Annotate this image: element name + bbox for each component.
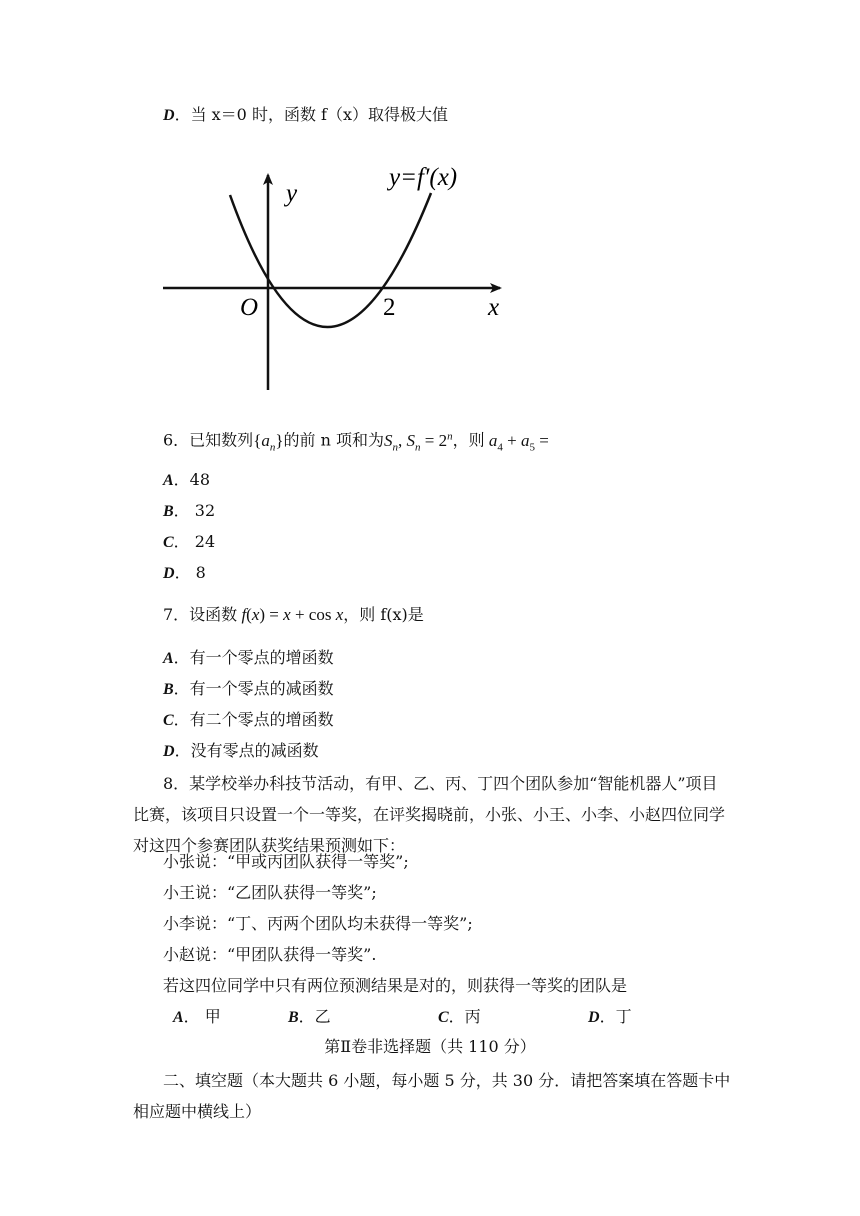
q8-statement-4: 小赵说：“甲团队获得一等奖”. xyxy=(163,945,377,964)
q6-option-c: C． 24 xyxy=(163,532,216,551)
root-label: 2 xyxy=(383,294,396,321)
q8-statement-2: 小王说：“乙团队获得一等奖”; xyxy=(163,883,377,902)
q8-option-c: C．丙 xyxy=(438,1007,481,1026)
q6-option-a: A．48 xyxy=(163,470,211,489)
q5-option-d xyxy=(163,105,448,126)
q7-option-d: D．没有零点的减函数 xyxy=(163,741,319,760)
x-axis-label: x xyxy=(488,294,500,321)
q6-stem: 6．已知数列$\{a_n\}$的前 n 项和为$S_n$, $S_n = 2^n$，则 $a_4 + a_5$ = xyxy=(163,430,549,454)
q7-option-c: C．有二个零点的增函数 xyxy=(163,710,334,729)
derivative-curve xyxy=(230,193,431,327)
q6-option-d: D． 8 xyxy=(163,563,206,582)
y-axis-label: y xyxy=(286,180,298,207)
part2-title: 第Ⅱ卷非选择题（共 110 分） xyxy=(324,1037,536,1056)
q7-stem: 7．设函数 f(x) = x + cos x，则 f(x)是 xyxy=(163,605,424,624)
q8-option-b: B．乙 xyxy=(288,1007,331,1026)
option-letter: D xyxy=(163,107,175,124)
derivative-graph xyxy=(155,155,515,400)
q6-option-b: B． 32 xyxy=(163,501,216,520)
q8-statement-1: 小张说：“甲或丙团队获得一等奖”; xyxy=(163,852,409,871)
origin-label: O xyxy=(240,294,259,321)
part2-section-heading: 二、填空题（本大题共 6 小题，每小题 5 分，共 30 分．请把答案填在答题卡中相应题中横线上） xyxy=(133,1071,731,1121)
q7-option-b: B．有一个零点的减函数 xyxy=(163,679,334,698)
q8-stem: 8．某学校举办科技节活动，有甲、乙、丙、丁四个团队参加“智能机器人”项目比赛，该项目只设置一个一等奖，在评奖揭晓前，小张、小王、小李、小赵四位同学对这四个参赛团队获奖结果预测如下： xyxy=(133,774,726,855)
q7-option-a: A．有一个零点的增函数 xyxy=(163,648,334,667)
q8-option-d: D．丁 xyxy=(588,1007,632,1026)
q8-option-a: A． 甲 xyxy=(173,1007,221,1026)
curve-label: y=f′(x) xyxy=(389,164,458,191)
q8-statement-3: 小李说：“丁、丙两个团队均未获得一等奖”; xyxy=(163,914,473,933)
option-text: ．当 x＝0 时，函数 f（x）取得极大值 xyxy=(174,105,448,124)
q8-question: 若这四位同学中只有两位预测结果是对的，则获得一等奖的团队是 xyxy=(163,976,628,995)
